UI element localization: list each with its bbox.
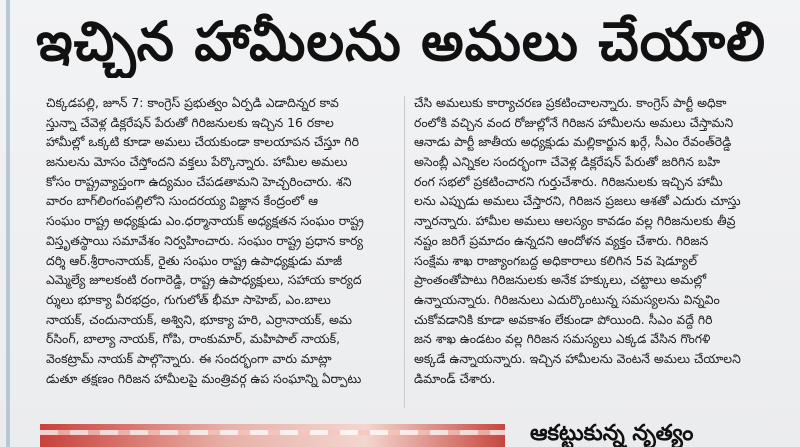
article-text-line: స్తున్నా చేవెళ్ల డిక్లరేషన్ పేరుతో గిరిజనులకు ఇచ్చిన 16 రకాల	[46, 114, 334, 130]
article-text-line: ర్‌సింగ్, బాల్యా నాయక్, గోపి, రాంకుమార్, మహిపాల్ నాయక్,	[46, 331, 341, 347]
article-text-line: ఎమ్మెల్యే జూలకంటి రంగారెడ్డి, రాష్ట్ర ఉపాధ్యక్షులు, సహాయ కార్యద	[46, 272, 362, 288]
article-text-line: నష్టం జరిగే ప్రమాదం ఉన్నదని ఆందోళన వ్యక్తం చేశారు. గిరిజన	[414, 232, 709, 248]
next-article-heading: ఆకట్టుకున్న నృత్యం	[530, 421, 694, 446]
article-text-line: లను ఎప్పుడు అమలు చేస్తారని, గిరిజన ప్రజలు ఆశతో ఎదురు చూస్తు	[414, 193, 741, 209]
image-stripe-decoration	[40, 430, 505, 435]
article-text-line: న్నారన్నారు. హామీల అమలు ఆలస్యం కావడం వల్ల గిరిజనులకు తీవ్ర	[414, 213, 736, 229]
article-text-line: రంగ సభలో ప్రకటించారని గుర్తుచేశారు. గిరిజనులకు ఇచ్చిన హామీ	[414, 173, 723, 189]
article-text-line: ర్శులు భూక్యా వీరభద్రం, గుగులోత్ భీమా సాహెబ్, ఎం.బాలు	[46, 291, 331, 307]
article-text-line: దర్శి ఆర్.శ్రీరాంనాయక్, రైతు సంఘం రాష్ట్ర ఉపాధ్యక్షుడు మాజీ	[46, 252, 343, 268]
article-column-left	[46, 93, 396, 413]
article-text-line: ఆనాడు పార్టీ జాతీయ అధ్యక్షుడు మల్లికార్జున ఖర్గే, సీఎం రేవంత్‌రెడ్డి	[414, 134, 732, 150]
next-article-image-strip	[40, 424, 505, 447]
article-text-line: రంలోకి వచ్చిన వంద రోజుల్లోనే గిరిజన హామీలను అమలు చేస్తామని	[414, 114, 734, 130]
article-text-line: చేసి అమలుకు కార్యాచరణ ప్రకటించాలన్నారు. కాంగ్రెస్ పార్టీ అధికా	[414, 95, 727, 110]
article-text-line: అసెంబ్లీ ఎన్నికల సందర్భంగా చేవెళ్ల డిక్లరేషన్ పేరుతో జరిగిన బహి	[414, 154, 720, 170]
article-text-line: డుతూ తక్షణం గిరిజన హామీలపై మంత్రివర్గ ఉప సంఘాన్ని ఏర్పాటు	[46, 370, 362, 386]
article-text-line: ప్రాంతంతోపాటు గిరిజనులకు అనేక హక్కులు, చట్టాలు అమల్లో	[414, 272, 707, 288]
article-column-right	[414, 93, 768, 413]
article-text-line: కోసం రాష్ట్రవ్యాప్తంగా ఉద్యమం చేపడతామని హెచ్చరించారు. శని	[46, 173, 352, 189]
article-text-line: వారం బాగ్‌లింగంపల్లిలోని సుందరయ్య విజ్ఞాన కేంద్రంలో ఆ	[46, 193, 318, 209]
article-headline: ఇచ్చిన హామీలను అమలు చేయాలి	[36, 10, 767, 73]
article-text-line: అక్కడే ఉన్నాయన్నారు. ఇచ్చిన హామీలను వెంటనే అమలు చేయాలని	[414, 350, 741, 366]
article-text-line: డిమాండ్ చేశారు.	[414, 370, 496, 386]
article-text-line: విస్తృతస్థాయి సమావేశం నిర్వహించారు. సంఘం రాష్ట్ర ప్రధాన కార్య	[46, 232, 364, 248]
article-text-line: నాయక్, చందునాయక్, అశ్విని, భూక్యా హరి, ఎర్రానాయక్, అమ	[46, 311, 353, 327]
article-text-line: సంఘం రాష్ట్ర అధ్యక్షుడు ఎం.ధర్మానాయక్ అధ్యక్షతన సంఘం రాష్ట్ర	[46, 213, 364, 229]
article-text-line: చుకోవడానికి కూడా అవకాశం లేకుండా పోయింది. సీఎం వద్దే గిరి	[414, 311, 713, 327]
article-text-line: చిక్కడపల్లి, జూన్ 7: కాంగ్రెస్ ప్రభుత్వం ఏర్పడి ఎడాదిన్నర కావ	[46, 95, 339, 110]
article-text-line: జన శాఖ ఉండటం వల్ల గిరిజన సమస్యలు ఎక్కడ వేసిన గొంగళి	[414, 331, 711, 347]
column-divider	[404, 96, 405, 408]
article-text-line: వెంకట్రామ్ నాయక్ పాల్గొన్నారు. ఈ సందర్భంగా వారు మాట్లా	[46, 350, 332, 366]
article-text-line: సంక్షేమ శాఖ రాజ్యాంగబద్ధ అధికారాలు కలిగిన 5వ షెడ్యూల్	[414, 252, 697, 268]
article-text-line: జనులను మోసం చేస్తోందని వక్తలు పేర్కొన్నారు. హామీల అమలు	[46, 154, 348, 170]
page-left-rule	[6, 0, 10, 447]
article-text-line: ఉన్నాయన్నారు. గిరిజనులు ఎదుర్కొంటున్న సమస్యలను విన్నవిం	[414, 291, 720, 307]
article-text-line: హామీల్లో ఒక్కటి కూడా అమలు చేయకుండా కాలయాపన చేస్తూ గిరి	[46, 134, 359, 150]
